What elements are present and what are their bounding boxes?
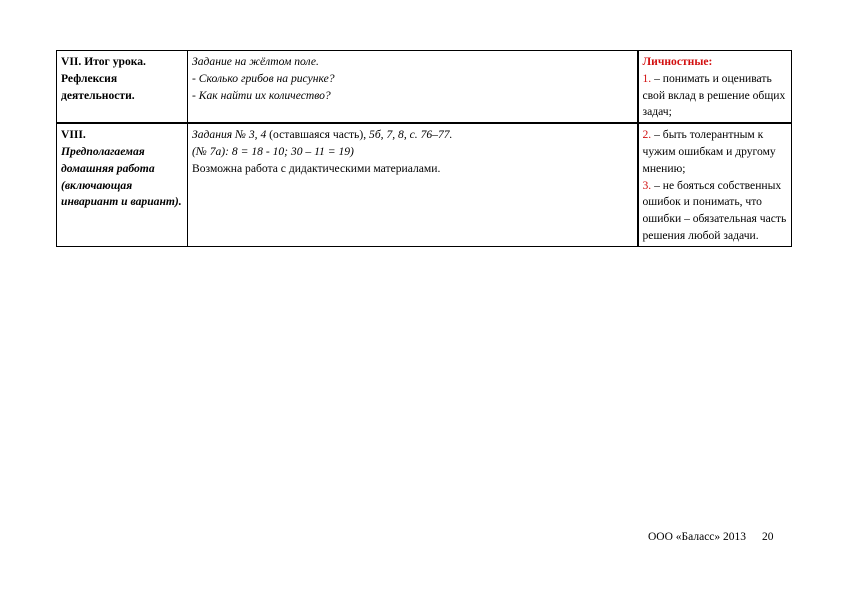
stage-subtitle: Рефлексия <box>61 71 118 85</box>
page-footer <box>648 531 774 543</box>
stage-subtitle: Предполагаемая домашняя работа <box>61 144 155 175</box>
task-cell <box>188 51 638 124</box>
stage-title: VIII. <box>61 128 86 142</box>
page-number: 20 <box>762 531 774 543</box>
stage-subtitle: деятельности. <box>61 88 135 102</box>
publisher-label: ООО «Баласс» 2013 <box>648 531 747 543</box>
task-line: (№ 7а): 8 = 18 - 10; 30 – 11 = 19) <box>192 144 354 158</box>
task-ref: 5б, 7, 8, с. 76–77. <box>369 128 453 142</box>
outcome-cell <box>638 123 792 246</box>
table-row <box>57 123 792 246</box>
stage-subtitle: (включающая инвариант и вариант). <box>61 178 182 209</box>
task-line: Задание на жёлтом поле. <box>192 55 319 68</box>
task-line: - Как найти их количество? <box>192 88 331 102</box>
task-note: (оставшаяся часть), <box>266 128 370 142</box>
outcome-cell <box>638 51 792 124</box>
stage-title: VII. Итог урока. <box>61 55 146 68</box>
outcome-item <box>643 71 788 121</box>
outcome-title: Личностные: <box>642 55 713 68</box>
task-ref: Задания № 3, 4 <box>192 128 267 142</box>
task-line: - Сколько грибов на рисунке? <box>192 71 335 85</box>
outcome-item <box>643 178 788 245</box>
stage-cell <box>57 51 188 124</box>
task-line <box>192 127 633 144</box>
outcome-text: – понимать и оценивать свой вклад в решение общих задач; <box>642 71 786 119</box>
table-row <box>57 51 792 124</box>
task-cell <box>188 123 638 246</box>
stage-cell <box>57 123 188 246</box>
lesson-table <box>56 50 792 247</box>
task-line: Возможна работа с дидактическими материалами. <box>192 161 441 175</box>
outcome-number: 1. <box>642 71 652 85</box>
outcome-text: – не бояться собственных ошибок и понимать, что ошибки – обязательная часть решения любой задачи. <box>642 178 787 242</box>
outcome-number: 3. <box>642 178 652 192</box>
outcome-text: – быть толерантным к чужим ошибкам и другому мнению; <box>642 128 776 175</box>
outcome-number: 2. <box>642 128 652 142</box>
outcome-item <box>643 127 788 177</box>
